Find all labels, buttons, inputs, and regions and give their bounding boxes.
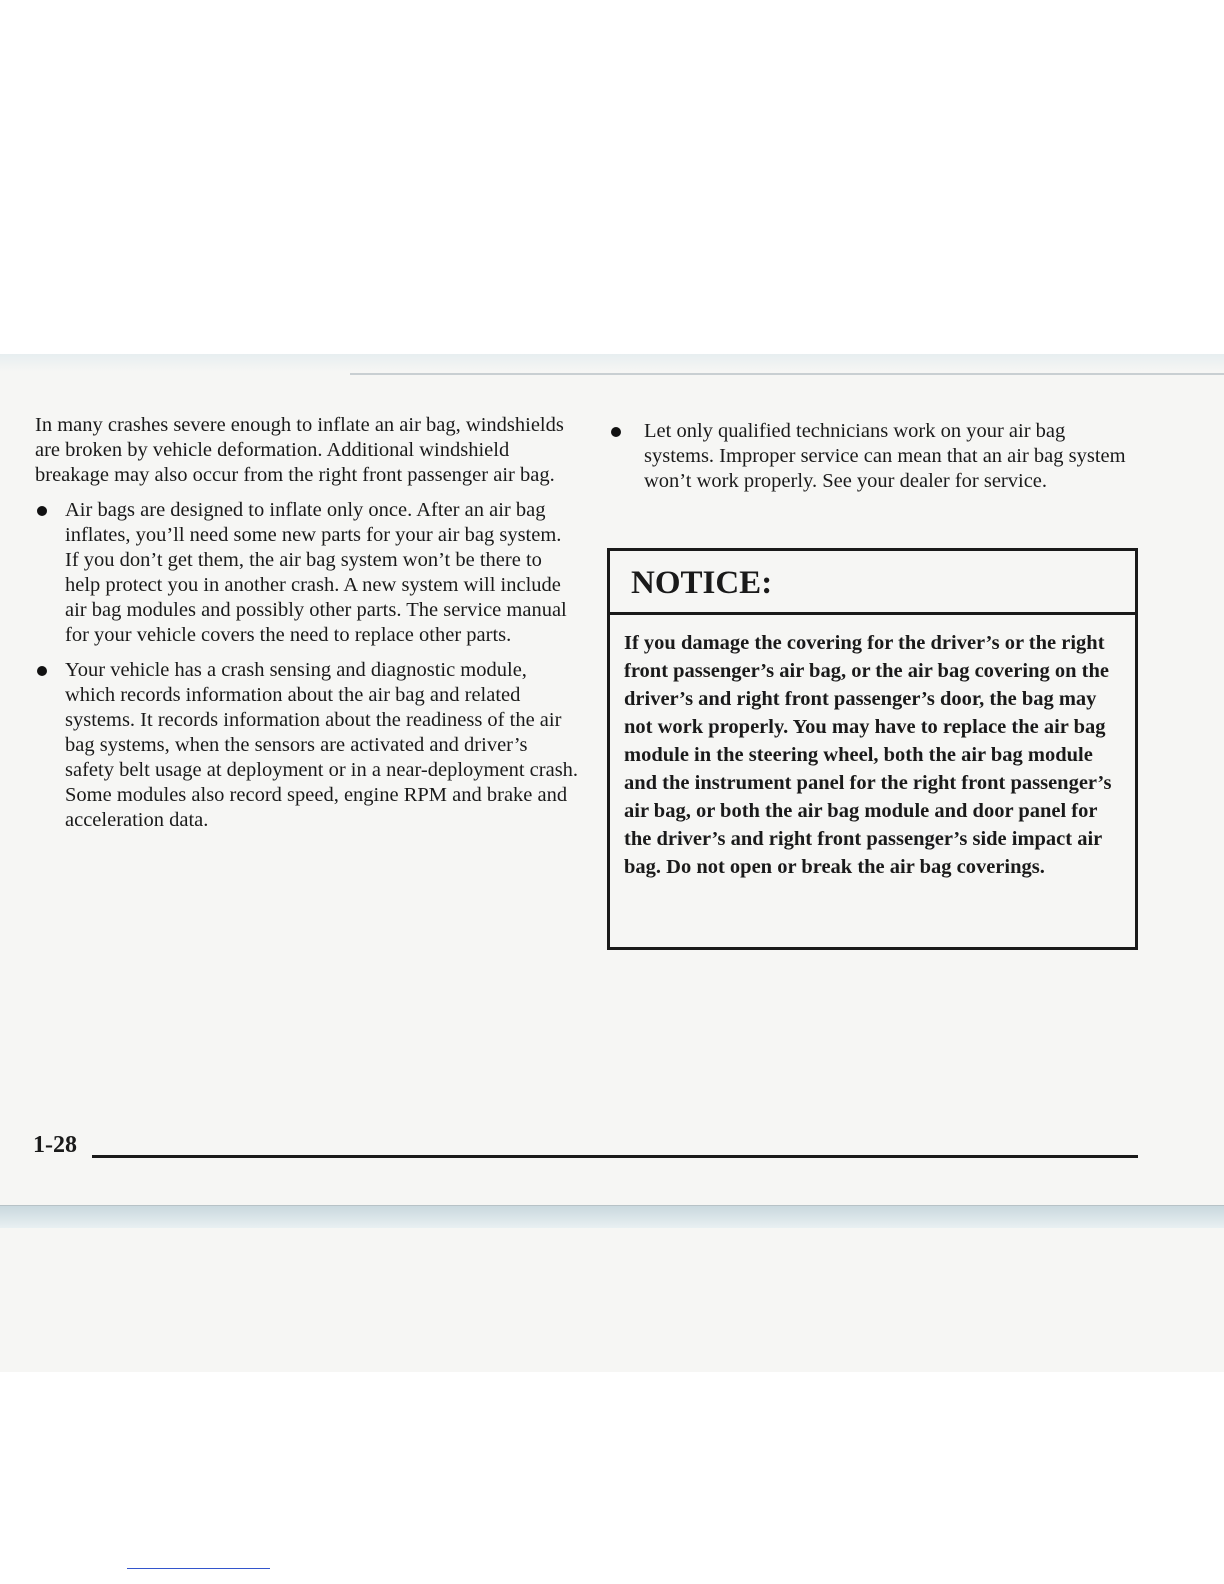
- bullet-icon: [37, 666, 47, 676]
- page-number: 1-28: [33, 1132, 77, 1158]
- notice-body: If you damage the covering for the driver’s or the right front passenger’s air bag, or the air bag covering on the driver’s and right front passenger’s door, the bag may not work properly. You may have to replace the air bag module in the steering wheel, both the air bag module and the instrument panel for the right front passenger’s air bag, or both the air bag module and door panel for the driver’s and right front passenger’s side impact air bag. Do not open or break the air bag coverings.: [624, 632, 1112, 878]
- notice-box: [607, 548, 1138, 950]
- list-item-text: Let only qualified technicians work on your air bag systems. Improper service can mean that an air bag system won’t work properly. See your dealer for service.: [644, 420, 1126, 492]
- list-item: [609, 419, 1129, 494]
- bullet-icon: [611, 427, 621, 437]
- page-top-rule: [350, 373, 1224, 375]
- notice-title: NOTICE:: [610, 551, 1135, 615]
- footer-rule: [92, 1155, 1138, 1158]
- list-item: [35, 498, 580, 648]
- list-item-text: Air bags are designed to inflate only once. After an air bag inflates, you’ll need some new parts for your air bag system. If you don’t get them, the air bag system won’t be there to help protect you in another crash. A new system will include air bag modules and possibly other parts. The service manual for your vehicle covers the need to replace other parts.: [65, 499, 567, 646]
- right-column: [609, 419, 1129, 504]
- page-bottom-edge: [0, 1206, 1224, 1228]
- link-underline: [127, 1568, 270, 1569]
- intro-paragraph: In many crashes severe enough to inflate an air bag, windshields are broken by vehicle deformation. Additional windshield breakage may also occur from the right front passenger air bag.: [35, 414, 564, 486]
- page-top-edge: [0, 354, 1224, 372]
- list-item: [35, 658, 580, 833]
- list-item-text: Your vehicle has a crash sensing and diagnostic module, which records information about the air bag and related systems. It records information about the readiness of the air bag systems, when the sensors are activated and driver’s safety belt usage at deployment or in a near-deployment crash. Some modules also record speed, engine RPM and brake and acceleration data.: [65, 659, 579, 831]
- bullet-icon: [37, 506, 47, 516]
- left-column: [35, 413, 580, 843]
